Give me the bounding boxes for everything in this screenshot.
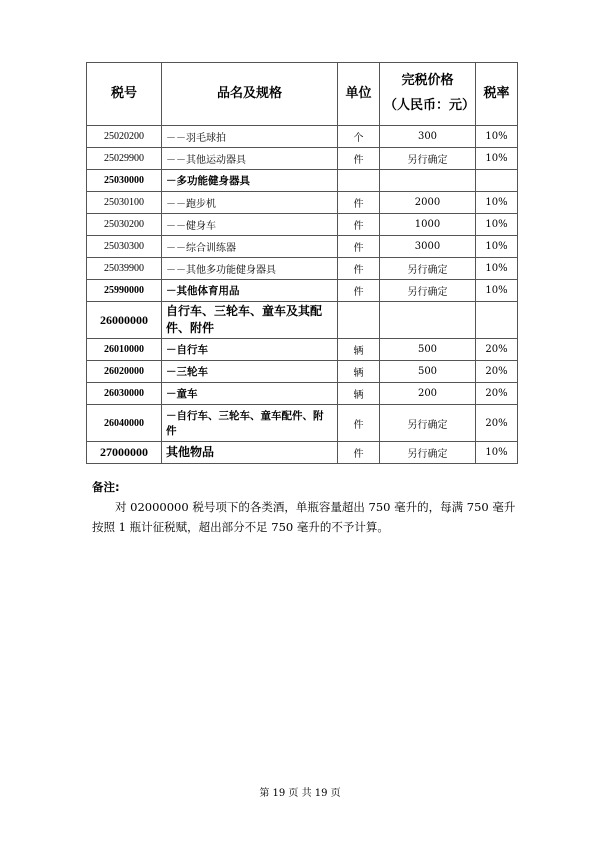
item-name-cell: －多功能健身器具 (162, 170, 338, 192)
unit-cell: 件 (338, 258, 380, 280)
rate-cell: 20% (476, 405, 518, 442)
price-cell: 另行确定 (380, 148, 476, 170)
price-cell: 另行确定 (380, 280, 476, 302)
price-cell: 300 (380, 126, 476, 148)
unit-cell: 件 (338, 280, 380, 302)
header-rate: 税率 (476, 63, 518, 126)
tariff-code-cell: 25990000 (87, 280, 162, 302)
rate-cell: 10% (476, 148, 518, 170)
rate-cell: 20% (476, 339, 518, 361)
unit-cell: 件 (338, 148, 380, 170)
item-name-cell: －三轮车 (162, 361, 338, 383)
tariff-code-cell: 26010000 (87, 339, 162, 361)
tariff-code-cell: 27000000 (87, 442, 162, 464)
price-cell: 500 (380, 339, 476, 361)
rate-cell: 10% (476, 126, 518, 148)
price-cell (380, 170, 476, 192)
price-cell: 3000 (380, 236, 476, 258)
item-name-cell: －自行车、三轮车、童车配件、附件 (162, 405, 338, 442)
table-row (87, 405, 518, 442)
unit-cell: 件 (338, 405, 380, 442)
table-row (87, 361, 518, 383)
table-row (87, 442, 518, 464)
rate-cell: 10% (476, 442, 518, 464)
item-name-cell: －其他体育用品 (162, 280, 338, 302)
table-row (87, 258, 518, 280)
unit-cell: 个 (338, 126, 380, 148)
table-row (87, 236, 518, 258)
rate-cell (476, 302, 518, 339)
unit-cell: 辆 (338, 383, 380, 405)
price-cell: 另行确定 (380, 405, 476, 442)
unit-cell: 件 (338, 442, 380, 464)
price-cell: 1000 (380, 214, 476, 236)
tariff-code-cell: 26000000 (87, 302, 162, 339)
item-name-cell: －自行车 (162, 339, 338, 361)
table-row (87, 383, 518, 405)
table-row (87, 302, 518, 339)
unit-cell: 件 (338, 214, 380, 236)
unit-cell: 件 (338, 236, 380, 258)
page-footer: 第 19 页 共 19 页 (259, 788, 341, 799)
tariff-code-cell: 25020200 (87, 126, 162, 148)
price-cell: 500 (380, 361, 476, 383)
unit-cell: 件 (338, 192, 380, 214)
header-unit: 单位 (338, 63, 380, 126)
notes-title: 备注: (92, 480, 120, 494)
unit-cell (338, 170, 380, 192)
header-price-line2: （人民币：元） (384, 98, 476, 113)
tariff-code-cell: 25030000 (87, 170, 162, 192)
header-price-line1: 完税价格 (401, 73, 454, 89)
rate-cell: 10% (476, 236, 518, 258)
tariff-code-cell: 25030100 (87, 192, 162, 214)
rate-cell: 20% (476, 383, 518, 405)
header-code: 税号 (87, 63, 162, 126)
tariff-table (86, 62, 518, 464)
rate-cell: 20% (476, 361, 518, 383)
price-cell (380, 302, 476, 339)
table-header-row (87, 63, 518, 126)
tariff-code-cell: 25030300 (87, 236, 162, 258)
price-cell: 2000 (380, 192, 476, 214)
price-cell: 200 (380, 383, 476, 405)
item-name-cell: －－跑步机 (162, 192, 338, 214)
header-name: 品名及规格 (162, 63, 338, 126)
item-name-cell: －－羽毛球拍 (162, 126, 338, 148)
table-row (87, 126, 518, 148)
item-name-cell: －－综合训练器 (162, 236, 338, 258)
item-name-cell: －童车 (162, 383, 338, 405)
tariff-code-cell: 25039900 (87, 258, 162, 280)
tariff-code-cell: 26030000 (87, 383, 162, 405)
tariff-code-cell: 26040000 (87, 405, 162, 442)
rate-cell: 10% (476, 280, 518, 302)
unit-cell: 辆 (338, 339, 380, 361)
unit-cell: 辆 (338, 361, 380, 383)
notes-section (92, 477, 522, 537)
table-row (87, 148, 518, 170)
item-name-cell: 其他物品 (162, 442, 338, 464)
item-name-cell: －－其他运动器具 (162, 148, 338, 170)
rate-cell (476, 170, 518, 192)
notes-text: 对 02000000 税号项下的各类酒，单瓶容量超出 750 毫升的，每满 750 毫升按照 1 瓶计征税赋，超出部分不足 750 毫升的不予计算。 (92, 500, 516, 534)
rate-cell: 10% (476, 192, 518, 214)
price-cell: 另行确定 (380, 442, 476, 464)
table-row (87, 339, 518, 361)
item-name-cell: －－其他多功能健身器具 (162, 258, 338, 280)
item-name-cell: 自行车、三轮车、童车及其配件、附件 (162, 302, 338, 339)
table-row (87, 170, 518, 192)
tariff-code-cell: 25030200 (87, 214, 162, 236)
tariff-code-cell: 25029900 (87, 148, 162, 170)
table-row (87, 280, 518, 302)
tariff-code-cell: 26020000 (87, 361, 162, 383)
rate-cell: 10% (476, 258, 518, 280)
unit-cell (338, 302, 380, 339)
price-cell: 另行确定 (380, 258, 476, 280)
table-row (87, 214, 518, 236)
rate-cell: 10% (476, 214, 518, 236)
item-name-cell: －－健身车 (162, 214, 338, 236)
table-row (87, 192, 518, 214)
header-price (380, 63, 476, 126)
